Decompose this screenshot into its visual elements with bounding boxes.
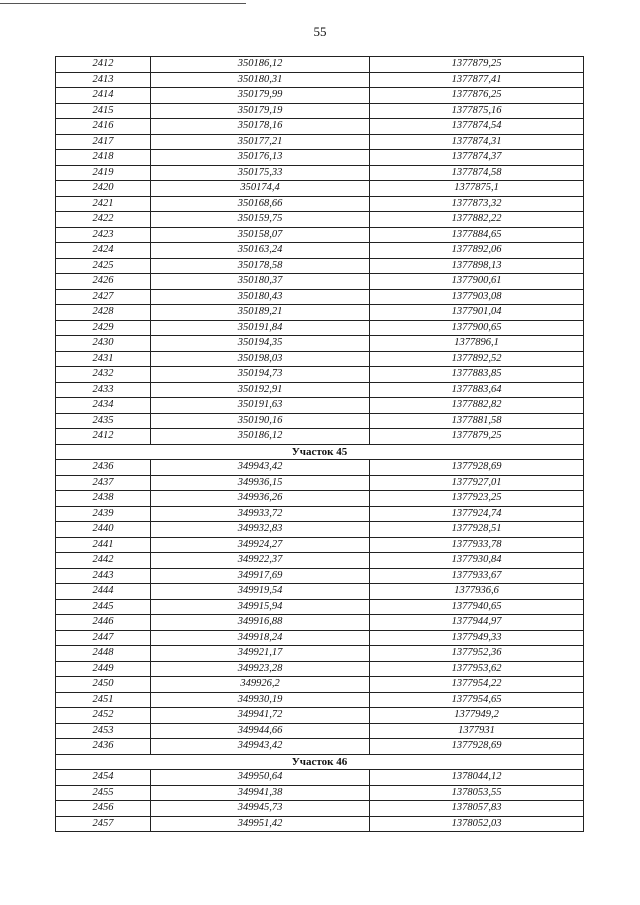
section-title: Участок 46 bbox=[56, 754, 584, 770]
table-row bbox=[56, 72, 584, 88]
coordinates-table-body bbox=[56, 57, 584, 832]
x-coordinate-cell: 349943,42 bbox=[151, 739, 370, 755]
x-coordinate-cell: 350168,66 bbox=[151, 196, 370, 212]
y-coordinate-cell: 1377901,04 bbox=[370, 305, 584, 321]
point-number-cell: 2412 bbox=[56, 429, 151, 445]
table-row bbox=[56, 723, 584, 739]
point-number-cell: 2430 bbox=[56, 336, 151, 352]
y-coordinate-cell: 1377875,16 bbox=[370, 103, 584, 119]
x-coordinate-cell: 350180,37 bbox=[151, 274, 370, 290]
y-coordinate-cell: 1377923,25 bbox=[370, 491, 584, 507]
x-coordinate-cell: 349926,2 bbox=[151, 677, 370, 693]
table-row bbox=[56, 661, 584, 677]
table-row bbox=[56, 615, 584, 631]
coordinates-table bbox=[55, 56, 584, 832]
y-coordinate-cell: 1377884,65 bbox=[370, 227, 584, 243]
point-number-cell: 2435 bbox=[56, 413, 151, 429]
x-coordinate-cell: 350198,03 bbox=[151, 351, 370, 367]
table-row bbox=[56, 599, 584, 615]
x-coordinate-cell: 349922,37 bbox=[151, 553, 370, 569]
table-row bbox=[56, 274, 584, 290]
point-number-cell: 2447 bbox=[56, 630, 151, 646]
x-coordinate-cell: 349936,26 bbox=[151, 491, 370, 507]
table-row bbox=[56, 181, 584, 197]
point-number-cell: 2414 bbox=[56, 88, 151, 104]
table-row bbox=[56, 537, 584, 553]
y-coordinate-cell: 1377903,08 bbox=[370, 289, 584, 305]
point-number-cell: 2448 bbox=[56, 646, 151, 662]
x-coordinate-cell: 350177,21 bbox=[151, 134, 370, 150]
x-coordinate-cell: 350186,12 bbox=[151, 429, 370, 445]
point-number-cell: 2417 bbox=[56, 134, 151, 150]
point-number-cell: 2423 bbox=[56, 227, 151, 243]
section-title: Участок 45 bbox=[56, 444, 584, 460]
x-coordinate-cell: 349933,72 bbox=[151, 506, 370, 522]
y-coordinate-cell: 1377949,2 bbox=[370, 708, 584, 724]
y-coordinate-cell: 1377892,52 bbox=[370, 351, 584, 367]
x-coordinate-cell: 350192,91 bbox=[151, 382, 370, 398]
y-coordinate-cell: 1377874,37 bbox=[370, 150, 584, 166]
table-row bbox=[56, 305, 584, 321]
y-coordinate-cell: 1377944,97 bbox=[370, 615, 584, 631]
table-row bbox=[56, 630, 584, 646]
x-coordinate-cell: 350180,43 bbox=[151, 289, 370, 305]
y-coordinate-cell: 1377928,69 bbox=[370, 460, 584, 476]
point-number-cell: 2419 bbox=[56, 165, 151, 181]
point-number-cell: 2421 bbox=[56, 196, 151, 212]
table-row bbox=[56, 212, 584, 228]
point-number-cell: 2440 bbox=[56, 522, 151, 538]
x-coordinate-cell: 349944,66 bbox=[151, 723, 370, 739]
x-coordinate-cell: 350194,73 bbox=[151, 367, 370, 383]
x-coordinate-cell: 350191,63 bbox=[151, 398, 370, 414]
y-coordinate-cell: 1377949,33 bbox=[370, 630, 584, 646]
table-row bbox=[56, 243, 584, 259]
point-number-cell: 2457 bbox=[56, 816, 151, 832]
y-coordinate-cell: 1377931 bbox=[370, 723, 584, 739]
point-number-cell: 2445 bbox=[56, 599, 151, 615]
y-coordinate-cell: 1377924,74 bbox=[370, 506, 584, 522]
point-number-cell: 2450 bbox=[56, 677, 151, 693]
x-coordinate-cell: 350186,12 bbox=[151, 57, 370, 73]
x-coordinate-cell: 350191,84 bbox=[151, 320, 370, 336]
table-row bbox=[56, 770, 584, 786]
y-coordinate-cell: 1377940,65 bbox=[370, 599, 584, 615]
y-coordinate-cell: 1377879,25 bbox=[370, 429, 584, 445]
point-number-cell: 2454 bbox=[56, 770, 151, 786]
page-number: 55 bbox=[313, 24, 327, 39]
table-row bbox=[56, 367, 584, 383]
point-number-cell: 2433 bbox=[56, 382, 151, 398]
x-coordinate-cell: 349950,64 bbox=[151, 770, 370, 786]
table-row bbox=[56, 785, 584, 801]
y-coordinate-cell: 1378052,03 bbox=[370, 816, 584, 832]
y-coordinate-cell: 1377892,06 bbox=[370, 243, 584, 259]
table-row bbox=[56, 801, 584, 817]
y-coordinate-cell: 1377900,65 bbox=[370, 320, 584, 336]
y-coordinate-cell: 1377883,85 bbox=[370, 367, 584, 383]
x-coordinate-cell: 350194,35 bbox=[151, 336, 370, 352]
table-row bbox=[56, 646, 584, 662]
x-coordinate-cell: 349936,15 bbox=[151, 475, 370, 491]
x-coordinate-cell: 350159,75 bbox=[151, 212, 370, 228]
y-coordinate-cell: 1377876,25 bbox=[370, 88, 584, 104]
x-coordinate-cell: 350176,13 bbox=[151, 150, 370, 166]
x-coordinate-cell: 350179,99 bbox=[151, 88, 370, 104]
table-row bbox=[56, 150, 584, 166]
table-row bbox=[56, 568, 584, 584]
y-coordinate-cell: 1377882,82 bbox=[370, 398, 584, 414]
point-number-cell: 2428 bbox=[56, 305, 151, 321]
x-coordinate-cell: 350189,21 bbox=[151, 305, 370, 321]
table-row bbox=[56, 506, 584, 522]
point-number-cell: 2437 bbox=[56, 475, 151, 491]
point-number-cell: 2434 bbox=[56, 398, 151, 414]
y-coordinate-cell: 1378053,55 bbox=[370, 785, 584, 801]
point-number-cell: 2446 bbox=[56, 615, 151, 631]
point-number-cell: 2442 bbox=[56, 553, 151, 569]
table-row bbox=[56, 258, 584, 274]
table-row bbox=[56, 103, 584, 119]
point-number-cell: 2426 bbox=[56, 274, 151, 290]
y-coordinate-cell: 1377882,22 bbox=[370, 212, 584, 228]
x-coordinate-cell: 349941,38 bbox=[151, 785, 370, 801]
x-coordinate-cell: 350179,19 bbox=[151, 103, 370, 119]
y-coordinate-cell: 1378044,12 bbox=[370, 770, 584, 786]
section-row bbox=[56, 444, 584, 460]
point-number-cell: 2413 bbox=[56, 72, 151, 88]
y-coordinate-cell: 1377874,54 bbox=[370, 119, 584, 135]
point-number-cell: 2416 bbox=[56, 119, 151, 135]
x-coordinate-cell: 349916,88 bbox=[151, 615, 370, 631]
y-coordinate-cell: 1377873,32 bbox=[370, 196, 584, 212]
x-coordinate-cell: 349924,27 bbox=[151, 537, 370, 553]
point-number-cell: 2431 bbox=[56, 351, 151, 367]
point-number-cell: 2438 bbox=[56, 491, 151, 507]
y-coordinate-cell: 1377883,64 bbox=[370, 382, 584, 398]
y-coordinate-cell: 1377874,58 bbox=[370, 165, 584, 181]
x-coordinate-cell: 349941,72 bbox=[151, 708, 370, 724]
x-coordinate-cell: 349943,42 bbox=[151, 460, 370, 476]
x-coordinate-cell: 349945,73 bbox=[151, 801, 370, 817]
x-coordinate-cell: 350180,31 bbox=[151, 72, 370, 88]
x-coordinate-cell: 349930,19 bbox=[151, 692, 370, 708]
table-row bbox=[56, 320, 584, 336]
table-row bbox=[56, 119, 584, 135]
table-row bbox=[56, 165, 584, 181]
table-row bbox=[56, 351, 584, 367]
y-coordinate-cell: 1377953,62 bbox=[370, 661, 584, 677]
section-row bbox=[56, 754, 584, 770]
point-number-cell: 2436 bbox=[56, 739, 151, 755]
y-coordinate-cell: 1377930,84 bbox=[370, 553, 584, 569]
x-coordinate-cell: 350163,24 bbox=[151, 243, 370, 259]
table-row bbox=[56, 134, 584, 150]
y-coordinate-cell: 1377879,25 bbox=[370, 57, 584, 73]
x-coordinate-cell: 350190,16 bbox=[151, 413, 370, 429]
table-row bbox=[56, 460, 584, 476]
table-row bbox=[56, 196, 584, 212]
y-coordinate-cell: 1378057,83 bbox=[370, 801, 584, 817]
y-coordinate-cell: 1377928,51 bbox=[370, 522, 584, 538]
x-coordinate-cell: 350178,58 bbox=[151, 258, 370, 274]
table-row bbox=[56, 692, 584, 708]
table-row bbox=[56, 739, 584, 755]
table-row bbox=[56, 336, 584, 352]
table-row bbox=[56, 475, 584, 491]
y-coordinate-cell: 1377898,13 bbox=[370, 258, 584, 274]
table-row bbox=[56, 429, 584, 445]
point-number-cell: 2427 bbox=[56, 289, 151, 305]
x-coordinate-cell: 349921,17 bbox=[151, 646, 370, 662]
x-coordinate-cell: 349923,28 bbox=[151, 661, 370, 677]
point-number-cell: 2451 bbox=[56, 692, 151, 708]
table-row bbox=[56, 708, 584, 724]
x-coordinate-cell: 350158,07 bbox=[151, 227, 370, 243]
point-number-cell: 2456 bbox=[56, 801, 151, 817]
point-number-cell: 2453 bbox=[56, 723, 151, 739]
point-number-cell: 2444 bbox=[56, 584, 151, 600]
table-row bbox=[56, 398, 584, 414]
point-number-cell: 2425 bbox=[56, 258, 151, 274]
table-row bbox=[56, 227, 584, 243]
point-number-cell: 2439 bbox=[56, 506, 151, 522]
table-row bbox=[56, 57, 584, 73]
x-coordinate-cell: 349917,69 bbox=[151, 568, 370, 584]
point-number-cell: 2449 bbox=[56, 661, 151, 677]
point-number-cell: 2441 bbox=[56, 537, 151, 553]
point-number-cell: 2455 bbox=[56, 785, 151, 801]
point-number-cell: 2424 bbox=[56, 243, 151, 259]
table-row bbox=[56, 553, 584, 569]
y-coordinate-cell: 1377936,6 bbox=[370, 584, 584, 600]
x-coordinate-cell: 350175,33 bbox=[151, 165, 370, 181]
point-number-cell: 2452 bbox=[56, 708, 151, 724]
point-number-cell: 2420 bbox=[56, 181, 151, 197]
y-coordinate-cell: 1377933,67 bbox=[370, 568, 584, 584]
y-coordinate-cell: 1377881,58 bbox=[370, 413, 584, 429]
x-coordinate-cell: 349915,94 bbox=[151, 599, 370, 615]
y-coordinate-cell: 1377928,69 bbox=[370, 739, 584, 755]
x-coordinate-cell: 350174,4 bbox=[151, 181, 370, 197]
point-number-cell: 2415 bbox=[56, 103, 151, 119]
point-number-cell: 2418 bbox=[56, 150, 151, 166]
top-rule bbox=[0, 3, 246, 4]
table-row bbox=[56, 88, 584, 104]
table-row bbox=[56, 382, 584, 398]
y-coordinate-cell: 1377952,36 bbox=[370, 646, 584, 662]
y-coordinate-cell: 1377875,1 bbox=[370, 181, 584, 197]
x-coordinate-cell: 350178,16 bbox=[151, 119, 370, 135]
table-row bbox=[56, 491, 584, 507]
y-coordinate-cell: 1377874,31 bbox=[370, 134, 584, 150]
point-number-cell: 2436 bbox=[56, 460, 151, 476]
point-number-cell: 2443 bbox=[56, 568, 151, 584]
table-row bbox=[56, 816, 584, 832]
table-row bbox=[56, 289, 584, 305]
y-coordinate-cell: 1377927,01 bbox=[370, 475, 584, 491]
point-number-cell: 2429 bbox=[56, 320, 151, 336]
y-coordinate-cell: 1377954,22 bbox=[370, 677, 584, 693]
x-coordinate-cell: 349918,24 bbox=[151, 630, 370, 646]
y-coordinate-cell: 1377900,61 bbox=[370, 274, 584, 290]
table-row bbox=[56, 677, 584, 693]
y-coordinate-cell: 1377933,78 bbox=[370, 537, 584, 553]
table-row bbox=[56, 413, 584, 429]
y-coordinate-cell: 1377954,65 bbox=[370, 692, 584, 708]
point-number-cell: 2432 bbox=[56, 367, 151, 383]
point-number-cell: 2412 bbox=[56, 57, 151, 73]
y-coordinate-cell: 1377877,41 bbox=[370, 72, 584, 88]
y-coordinate-cell: 1377896,1 bbox=[370, 336, 584, 352]
table-row bbox=[56, 522, 584, 538]
x-coordinate-cell: 349919,54 bbox=[151, 584, 370, 600]
table-row bbox=[56, 584, 584, 600]
x-coordinate-cell: 349951,42 bbox=[151, 816, 370, 832]
x-coordinate-cell: 349932,83 bbox=[151, 522, 370, 538]
point-number-cell: 2422 bbox=[56, 212, 151, 228]
